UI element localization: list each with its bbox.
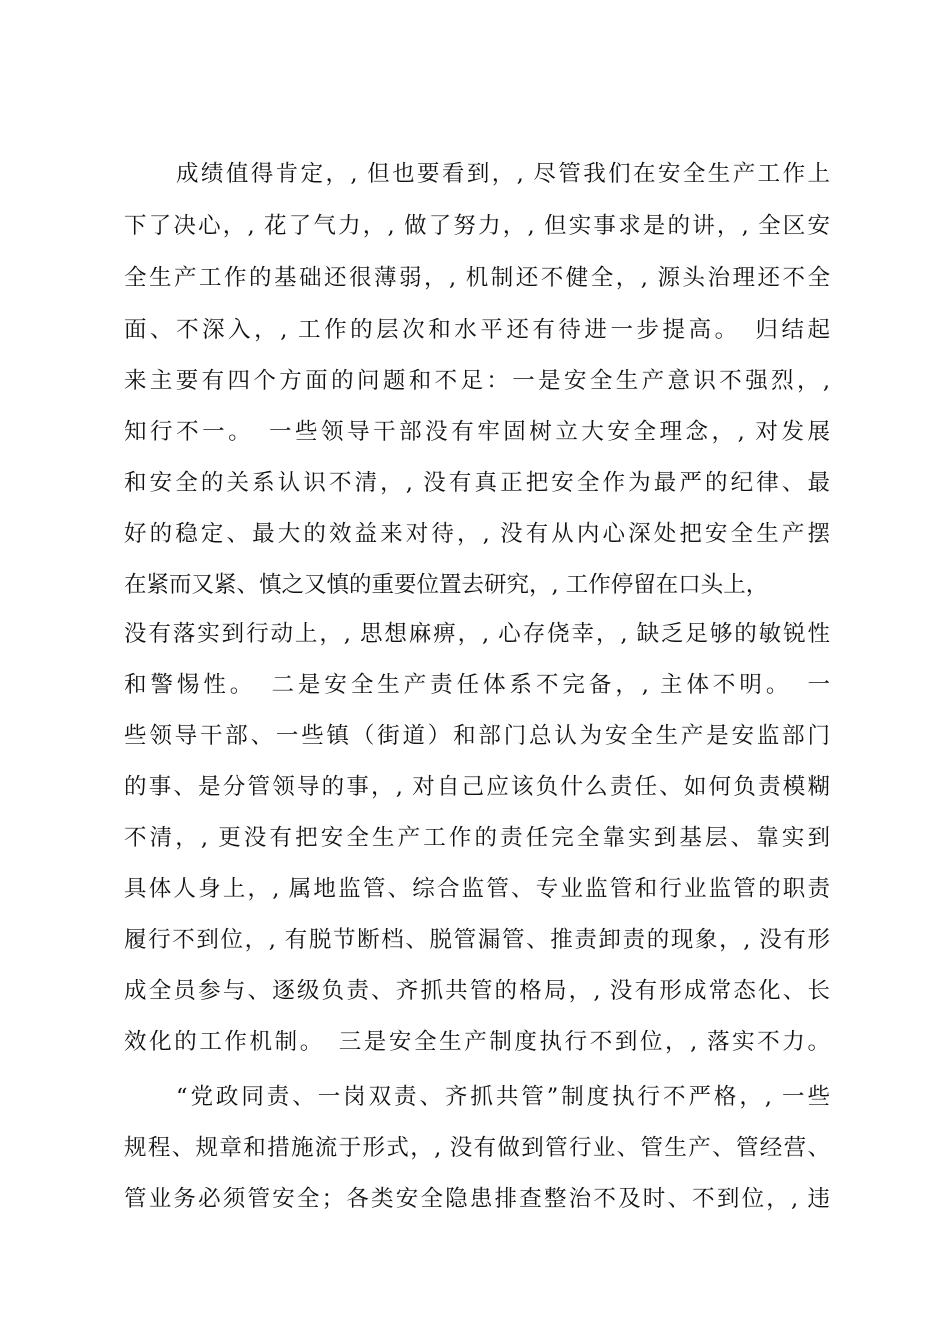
- text-line: 效化的工作机制。 三是安全生产制度执行不到位，, 落实不力。: [124, 1029, 830, 1055]
- text-line: 具体人身上，, 属地监管、综合监管、专业监管和行业监管的职责: [124, 876, 830, 902]
- text-line: 履行不到位，, 有脱节断档、脱管漏管、推责卸责的现象，, 没有形: [124, 927, 830, 953]
- text-line: 和安全的关系认识不清，, 没有真正把安全作为最严的纪律、最: [124, 470, 830, 496]
- text-line: 成绩值得肯定，, 但也要看到，, 尽管我们在安全生产工作上: [176, 161, 830, 187]
- text-line: 管业务必须管安全；各类安全隐患排查整治不及时、不到位，, 违: [124, 1186, 830, 1212]
- text-line: 规程、规章和措施流于形式，, 没有做到管行业、管生产、管经营、: [124, 1135, 830, 1161]
- text-line: 来主要有四个方面的问题和不足：一是安全生产意识不强烈，,: [124, 368, 830, 394]
- text-line: 全生产工作的基础还很薄弱，, 机制还不健全，, 源头治理还不全: [124, 265, 830, 291]
- text-line: 下了决心，, 花了气力，, 做了努力，, 但实事求是的讲，, 全区安: [124, 213, 830, 239]
- text-line: 的事、是分管领导的事，, 对自己应该负什么责任、如何负责模糊: [124, 774, 830, 800]
- text-line: 没有落实到行动上，, 思想麻痹，, 心存侥幸，, 缺乏足够的敏锐性: [124, 621, 830, 647]
- text-line: “党政同责、一岗双责、齐抓共管”制度执行不严格，, 一些: [176, 1084, 830, 1110]
- text-line: 面、不深入，, 工作的层次和水平还有待进一步提高。 归结起: [124, 317, 830, 343]
- text-line: 好的稳定、最大的效益来对待，, 没有从内心深处把安全生产摆: [124, 521, 830, 547]
- text-line: 成全员参与、逐级负责、齐抓共管的格局，, 没有形成常态化、长: [124, 978, 830, 1004]
- text-line: 些领导干部、一些镇（街道）和部门总认为安全生产是安监部门: [124, 723, 830, 749]
- text-line: 在紧而又紧、慎之又慎的重要位置去研究，, 工作停留在口头上，: [124, 572, 769, 598]
- text-line: 不清，, 更没有把安全生产工作的责任完全靠实到基层、靠实到: [124, 825, 830, 851]
- text-line: 知行不一。 一些领导干部没有牢固树立大安全理念，, 对发展: [124, 419, 830, 445]
- text-line: 和警惕性。 二是安全生产责任体系不完备，, 主体不明。 一: [124, 672, 830, 698]
